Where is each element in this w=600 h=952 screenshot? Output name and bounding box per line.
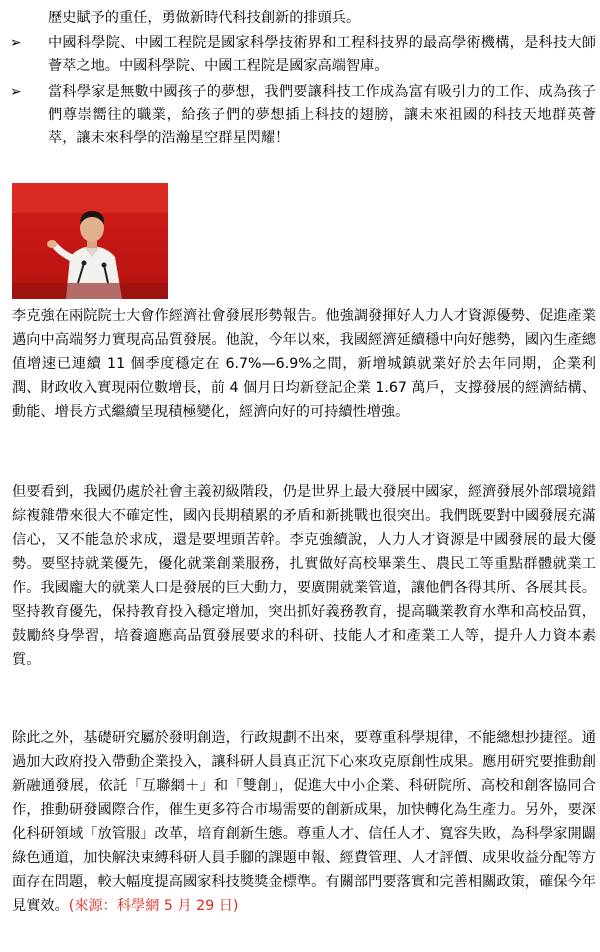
bullet-item [8,81,596,150]
speaker-photo [12,183,168,299]
arrow-bullet-icon: ➢ [10,35,22,51]
paragraph: 李克強在兩院院士大會作經濟社會發展形勢報告。他強調發揮好人力人才資源優勢、促進產業邁向中高端努力實現高品質發展。他說，今年以來，我國經濟延續穩中向好態勢，國內生產總值增速已連續 11 個季度穩定在 6.7%—6.9%之間，新增城鎮就業好於去年同期，企業利潤、財政收入實現兩位數增長，前 4 個月日均新登記企業 1.67 萬戶，支撐發展的經濟結構、動能、增長方式繼續呈現積極變化，經濟向好的可持續性增強。 [12,308,596,420]
paragraph [12,726,596,918]
paragraph-text: 除此之外，基礎研究屬於發明創造，行政規劃不出來，要尊重科學規律，不能總想抄捷徑。通過加大政府投入帶動企業投入，讓科研人員真正沉下心來攻克原創性成果。應用研究要推動創新融通發展，依託「互聯網＋」和「雙創」，促進大中小企業、科研院所、高校和創客協同合作，推動研發國際合作，催生更多符合市場需要的創新成果，加快轉化為生產力。另外，要深化科研領域「放管服」改革，培育創新生態。尊重人才、信任人才、寬容失敗，為科學家開闢綠色通道，加快解決束縛科研人員手腳的課題申報、經費管理、人才評價、成果收益分配等方面存在問題，較大幅度提高國家科技獎獎金標準。有關部門要落實和完善相關政策，確保今年見實效。 [12,730,596,914]
arrow-bullet-icon: ➢ [10,84,22,100]
bullet-item [8,32,596,78]
bullet-text: 中國科學院、中國工程院是國家科學技術界和工程科技界的最高學術機構，是科技大師薈萃之地。中國科學院、中國工程院是國家高端智庫。 [48,35,596,74]
intro-line: 歷史賦予的重任，勇做新時代科技創新的排頭兵。 [48,10,361,26]
source-note: (來源：科學網 5 月 29 日) [68,898,239,914]
bullet-text: 當科學家是無數中國孩子的夢想，我們要讓科技工作成為富有吸引力的工作、成為孩子們尊崇嚮往的職業，給孩子們的夢想插上科技的翅膀，讓未來祖國的科技天地群英薈萃，讓未來科學的浩瀚星空群星閃耀！ [48,84,596,146]
bullet-list [8,32,596,153]
paragraph: 但要看到，我國仍處於社會主義初級階段，仍是世界上最大發展中國家，經濟發展外部環境錯綜複雜帶來很大不確定性，國內長期積累的矛盾和新挑戰也很突出。我們既要對中國發展充滿信心，又不能急於求成，還是要埋頭苦幹。李克強續說，人力人才資源是中國發展的最大優勢。要堅持就業優先，優化就業創業服務，扎實做好高校畢業生、農民工等重點群體就業工作。我國龐大的就業人口是發展的巨大動力，要廣開就業管道，讓他們各得其所、各展其長。堅持教育優先，保持教育投入穩定增加，突出抓好義務教育，提高職業教育水準和高校品質，鼓勵終身學習，培養適應高品質發展要求的科研、技能人才和產業工人等，提升人力資本素質。 [12,484,596,668]
